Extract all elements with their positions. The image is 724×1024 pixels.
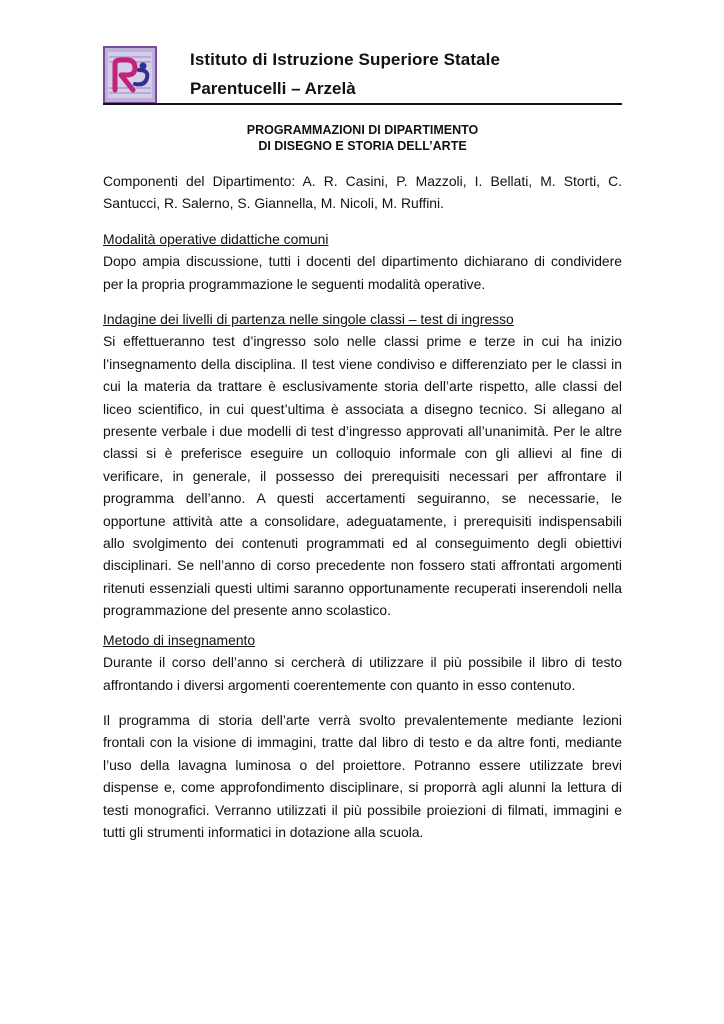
section-text: Il programma di storia dell’arte verrà svolto prevalentemente mediante lezioni frontali con la visione di immagini, tratte dal libro di testo e da altre fonti, mediante l’uso della lavagna luminosa o del proiettore. Potranno essere utilizzate brevi dispense e, come approfondimento disciplinare, si proporrà agli alunni la lettura di testi monografici. Verranno utilizzati il più possibile proiezioni di filmati, immagini e tutti gli strumenti informatici in dotazione alla scuola. [103,712,622,841]
section-heading: Modalità operative didattiche comuni [103,231,329,247]
school-name: Istituto di Istruzione Superiore Statale [190,50,501,69]
section-metodo [103,629,622,696]
document-title [103,122,622,154]
section-heading: Indagine dei livelli di partenza nelle singole classi – test di ingresso [103,311,514,327]
section-text: Dopo ampia discussione, tutti i docenti del dipartimento dichiarano di condividere per la propria programmazione le seguenti modalità operative. [103,253,622,292]
section-indagine [103,308,622,622]
section-text: Si effettueranno test d’ingresso solo nelle classi prime e terze in cui ha inizio l’insegnamento della disciplina. Il test viene condiviso e differenziato per le classi in cui la materia da trattare è esclusivamente storia dell’arte rispetto, alle classi del liceo scientifico, in cui quest’ultima è associata a disegno tecnico. Si allegano al presente verbale i due modelli di test d’ingresso approvati all’unanimità. Per le altre classi si è preferisce eseguire un colloquio informale con gli allievi al fine di verificare, in generale, il possesso dei prerequisiti necessari per affrontare il programma dell’anno. A questi accertamenti seguiranno, se necessarie, le opportune attività atte a consolidare, adeguatamente, i prerequisiti indispensabili allo svolgimento dei contenuti programmati ed al conseguimento degli obiettivi disciplinari. Se nell’anno di corso precedente non fossero stati affrontati argomenti ritenuti essenziali questi ultimi saranno opportunamente recuperati inserendoli nella programmazione del presente anno scolastico. [103,333,622,619]
section-text: Durante il corso dell’anno si cercherà di utilizzare il più possibile il libro di testo affrontando i diversi argomenti coerentemente con quanto in esso contenuto. [103,654,622,693]
header-divider [103,103,622,105]
section-modalita [103,228,622,295]
section-metodo-continued [103,709,622,843]
section-heading: Metodo di insegnamento [103,632,256,648]
school-subtitle: Parentucelli – Arzelà [190,79,356,98]
title-line-2: DI DISEGNO E STORIA DELL’ARTE [258,139,467,153]
school-logo-icon [103,46,157,104]
components-text: Componenti del Dipartimento: A. R. Casini, P. Mazzoli, I. Bellati, M. Storti, C. Santucci, R. Salerno, S. Giannella, M. Nicoli, M. Ruffini. [103,173,622,212]
title-line-1: PROGRAMMAZIONI DI DIPARTIMENTO [246,123,479,137]
components-paragraph [103,170,622,215]
